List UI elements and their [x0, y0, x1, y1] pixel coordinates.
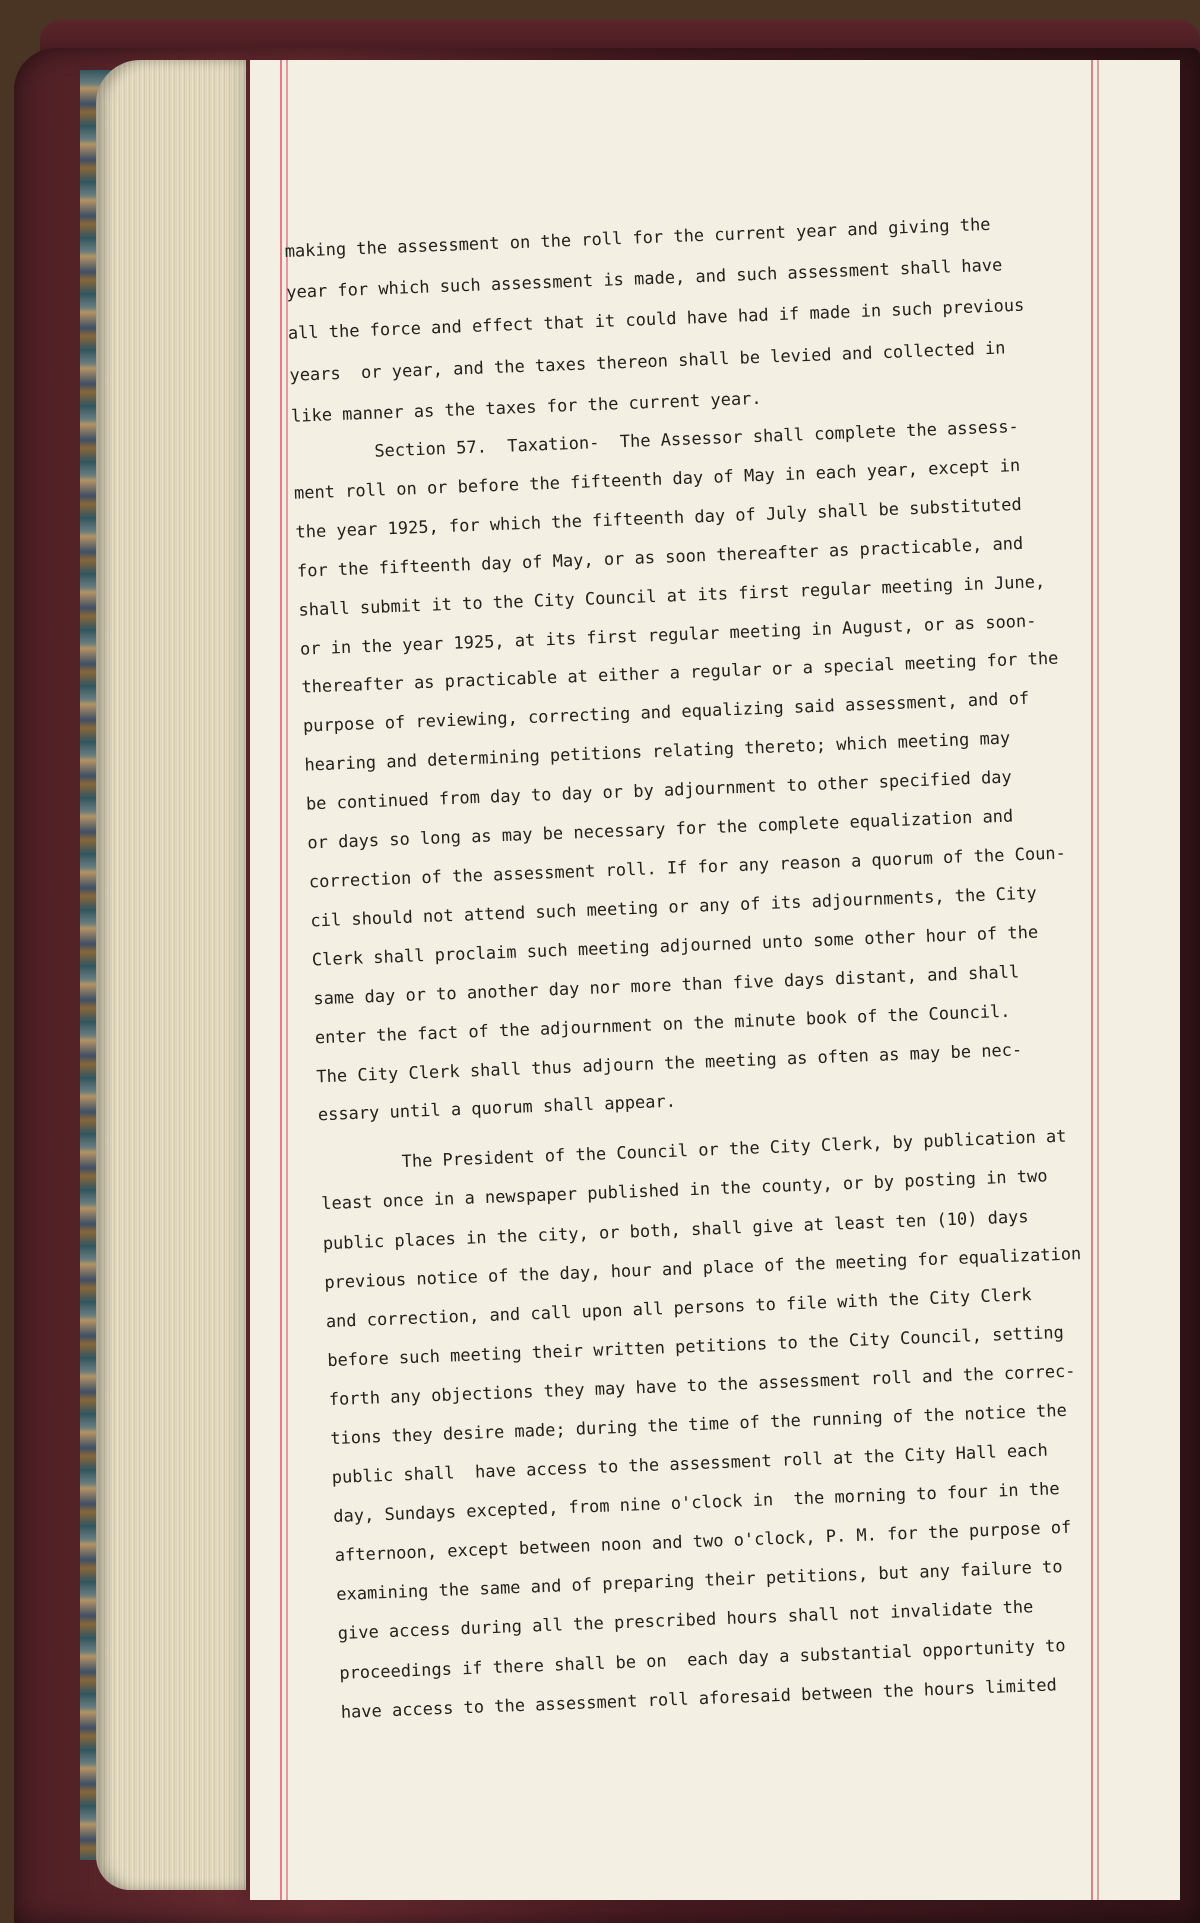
text-line: correction of the assessment roll. If for any reason a quorum of the Coun- — [308, 843, 1067, 893]
text-line: ment roll on or before the fifteenth day of May in each year, except in — [293, 455, 1021, 504]
text-line: all the force and effect that it could have had if made in such previous — [287, 296, 1025, 345]
text-line: essary until a quorum shall appear. — [317, 1092, 677, 1126]
text-line: shall submit it to the City Council at its first regular meeting in June, — [298, 571, 1046, 621]
text-line: the year 1925, for which the fifteenth day of July shall be substituted — [295, 494, 1023, 543]
text-line: purpose of reviewing, correcting and equalizing said assessment, and of — [302, 689, 1030, 737]
text-line: be continued from day to day or by adjournment to other specified day — [305, 767, 1013, 815]
text-line: least once in a newspaper published in the county, or by posting in two — [320, 1166, 1048, 1215]
text-line: year for which such assessment is made, and such assessment shall have — [285, 255, 1003, 304]
text-line: previous notice of the day, hour and place of the meeting for equalization — [323, 1243, 1082, 1293]
text-line: examining the same and of preparing their petitions, but any failure to — [335, 1557, 1063, 1606]
text-line: like manner as the taxes for the current year. — [290, 388, 762, 427]
text-line: for the fifteenth day of May, or as soon thereafter as practicable, and — [296, 533, 1024, 582]
text-line: The City Clerk shall thus adjourn the meeting as often as may be nec- — [316, 1039, 1023, 1087]
text-line: The President of the Council or the City Clerk, by publication at — [319, 1126, 1067, 1176]
text-line: tions they desire made; during the time of the running of the notice the — [329, 1400, 1068, 1450]
text-line: have access to the assessment roll aforesaid between the hours limited — [340, 1675, 1058, 1723]
text-line: making the assessment on the roll for the current year and giving the — [284, 214, 991, 262]
text-line: Clerk shall proclaim such meeting adjourned unto some other hour of the — [311, 922, 1039, 971]
text-line: years or year, and the taxes thereon shall be levied and collected in — [289, 338, 1006, 386]
text-line: hearing and determining petitions relating thereto; which meeting may — [304, 728, 1011, 776]
text-line: Section 57. Taxation- The Assessor shall complete the assess- — [292, 416, 1020, 465]
typed-page-text — [284, 200, 1187, 1733]
left-red-margin-rule — [280, 60, 282, 1900]
page-edges — [96, 60, 246, 1890]
text-line: enter the fact of the adjournment on the minute book of the Council. — [314, 1001, 1011, 1049]
text-line: public shall have access to the assessment roll at the City Hall each — [331, 1440, 1049, 1489]
text-line: public places in the city, or both, shall give at least ten (10) days — [322, 1206, 1029, 1254]
text-line: day, Sundays excepted, from nine o'clock in the morning to four in the — [332, 1479, 1060, 1528]
text-line: cil should not attend such meeting or any of its adjournments, the City — [310, 883, 1038, 932]
paragraph-2-section-57 — [292, 403, 1164, 1135]
text-line: proceedings if there shall be on each day a substantial opportunity to — [338, 1635, 1066, 1684]
text-line: or days so long as may be necessary for the complete equalization and — [307, 806, 1014, 854]
text-line: before such meeting their written petitions to the City Council, setting — [326, 1322, 1065, 1371]
text-line: afternoon, except between noon and two o'clock, P. M. for the purpose of — [334, 1518, 1072, 1567]
text-line: thereafter as practicable at either a regular or a special meeting for the — [301, 649, 1059, 699]
paragraph-1 — [284, 200, 1137, 438]
text-line: or in the year 1925, at its first regular meeting in August, or as soon- — [299, 610, 1037, 660]
text-line: same day or to another day nor more than five days distant, and shall — [313, 962, 1020, 1010]
text-line: forth any objections they may have to the assessment roll and the correc- — [328, 1361, 1076, 1411]
text-line: and correction, and call upon all persons to file with the City Clerk — [325, 1284, 1032, 1332]
paragraph-3-notice — [319, 1114, 1187, 1732]
text-line: give access during all the prescribed hours shall not invalidate the — [337, 1597, 1034, 1645]
